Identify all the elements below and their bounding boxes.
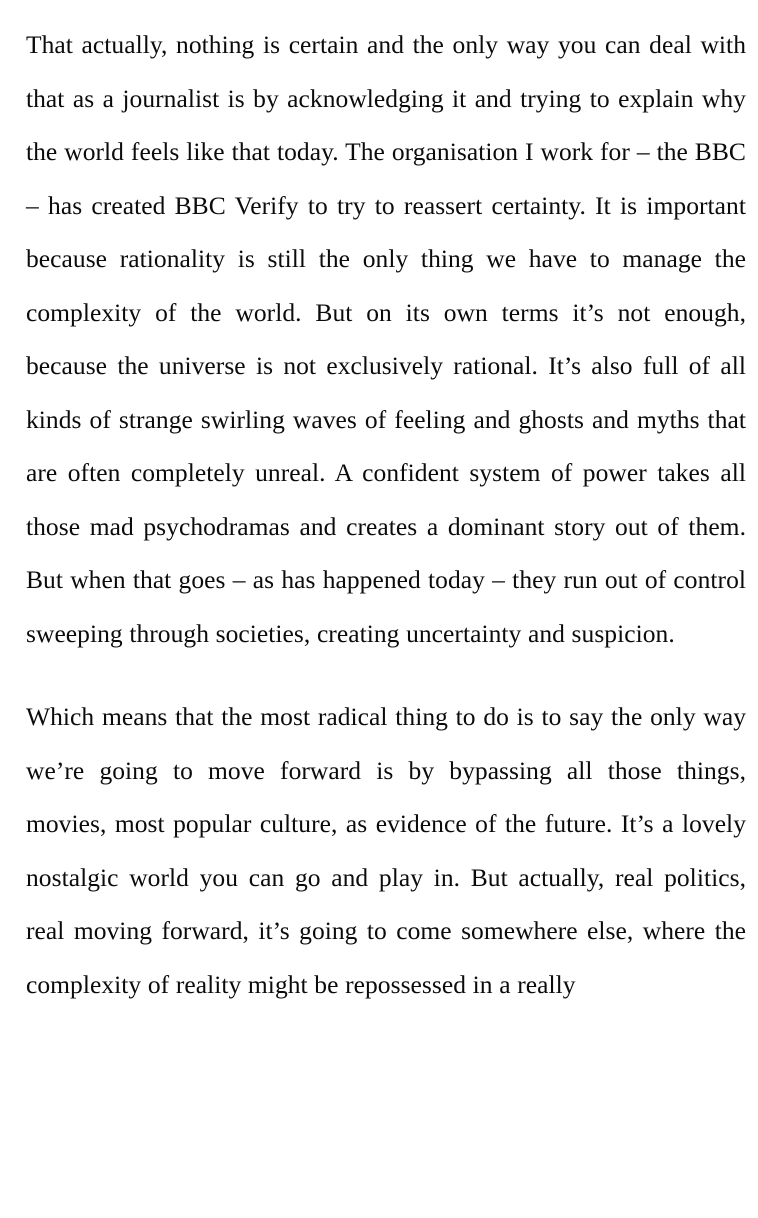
body-paragraph-2: Which means that the most radical thing to do is to say the only way we’re going to move forward is by bypassing all those things, movies, most popular culture, as evidence of the future. It’s a lovely nostalgic world you can go and play in. But actually, real politics, real moving forward, it’s going to come somewhere else, where the complexity of reality might be repossessed in a really [26, 702, 746, 999]
body-paragraph-1: That actually, nothing is certain and the only way you can deal with that as a journalist is by acknowledging it and trying to explain why the world feels like that today. The organisation I work for – the BBC – has created BBC Verify to try to reassert certainty. It is important because rationality is still the only thing we have to manage the complexity of the world. But on its own terms it’s not enough, because the universe is not exclusively rational. It’s also full of all kinds of strange swirling waves of feeling and ghosts and myths that are often completely unreal. A confident system of power takes all those mad psychodramas and creates a dominant story out of them. But when that goes – as has happened today – they run out of control sweeping through societies, creating uncertainty and suspicion. [26, 30, 746, 648]
